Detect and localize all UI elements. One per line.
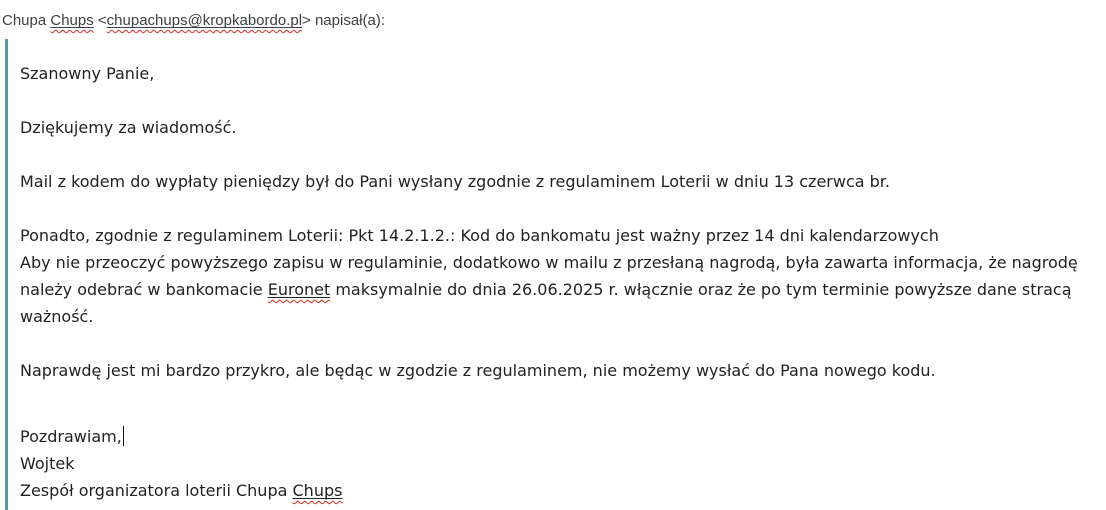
signature-team-part: Zespół organizatora loterii Chupa — [20, 481, 293, 500]
regulation-paragraph — [20, 222, 1090, 330]
text-cursor — [123, 426, 125, 446]
apology-paragraph: Naprawdę jest mi bardzo przykro, ale będąc w zgodzie z regulaminem, nie możemy wysłać do Pana nowego kodu. — [20, 361, 936, 380]
attribution-suffix: > napisał(a): — [302, 12, 385, 29]
quoted-mail-attribution — [2, 11, 1098, 31]
sender-name-misspelled[interactable]: Chups — [50, 12, 94, 29]
greeting-line: Szanowny Panie, — [20, 64, 155, 83]
angle-bracket-open: < — [93, 12, 107, 29]
sender-email-address[interactable]: chupachups@kropkabordo.pl — [106, 12, 303, 29]
signature-closing: Pozdrawiam, — [20, 427, 122, 446]
thanks-line: Dziękujemy za wiadomość. — [20, 118, 237, 137]
quoted-email-body[interactable] — [5, 39, 1098, 510]
mail-info-paragraph: Mail z kodem do wypłaty pieniędzy był do Pani wysłany zgodnie z regulaminem Loterii w dniu 13 czerwca br. — [20, 172, 890, 191]
euronet-misspelled-word[interactable]: Euronet — [267, 280, 331, 299]
signature-team-misspelled[interactable]: Chups — [292, 481, 343, 500]
regulation-detail-part1: Aby nie przeoczyć powyższego zapisu w regulaminie, dodatkowo w mailu z przesłaną nagrodą, była zawarta informacja, że nagrodę należy odebrać w bankomacie — [20, 253, 1078, 299]
sender-name-part: Chupa — [2, 12, 51, 29]
signature-name: Wojtek — [20, 454, 75, 473]
signature-block — [20, 423, 1090, 504]
regulation-rule-line: Ponadto, zgodnie z regulaminem Loterii: Pkt 14.2.1.2.: Kod do bankomatu jest ważny przez 14 dni kalendarzowych — [20, 226, 939, 245]
regulation-detail-part2: maksymalnie do dnia 26.06.2025 r. włącznie oraz że po tym terminie powyższe dane stracą ważność. — [20, 280, 1072, 326]
